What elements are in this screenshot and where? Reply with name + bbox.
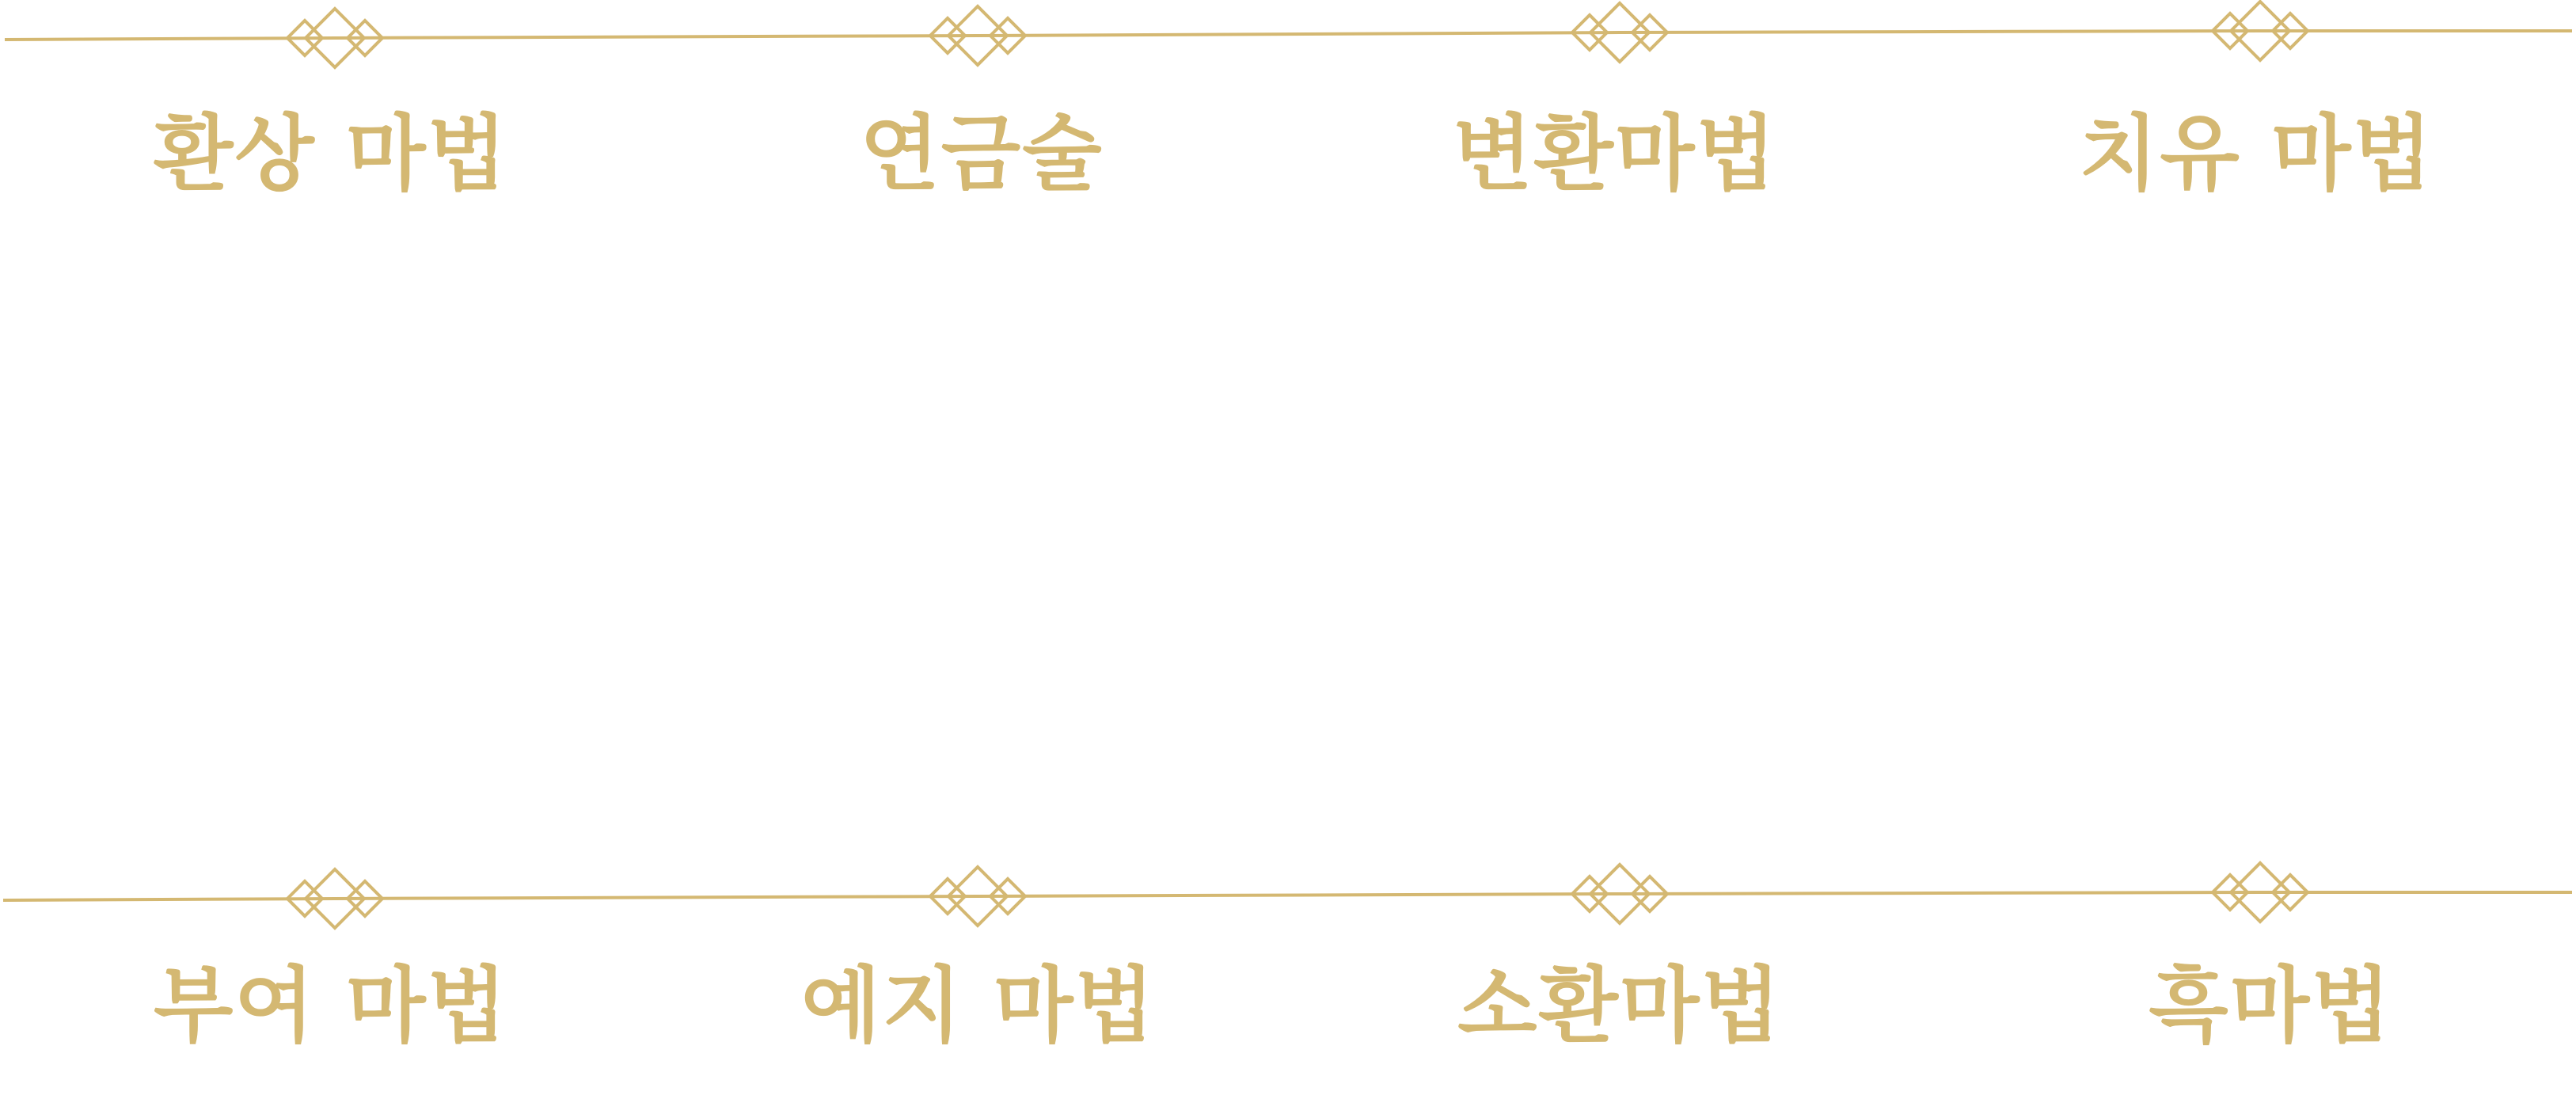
school-label-transmutation: 변환마법 (1453, 105, 1777, 202)
school-label-dark-magic: 흑마법 (2149, 956, 2392, 1054)
bottom-ornament-divider (3, 863, 2572, 928)
top-divider-line (5, 31, 2572, 40)
school-label-divination: 예지 마법 (800, 956, 1157, 1054)
school-label-alchemy: 연금술 (860, 105, 1104, 202)
school-label-enchantment: 부여 마법 (153, 956, 509, 1054)
school-label-summoning: 소환마법 (1457, 956, 1782, 1054)
school-label-healing: 치유 마법 (2078, 105, 2434, 202)
bottom-divider-line (3, 892, 2572, 900)
school-label-illusion: 환상 마법 (153, 105, 509, 202)
